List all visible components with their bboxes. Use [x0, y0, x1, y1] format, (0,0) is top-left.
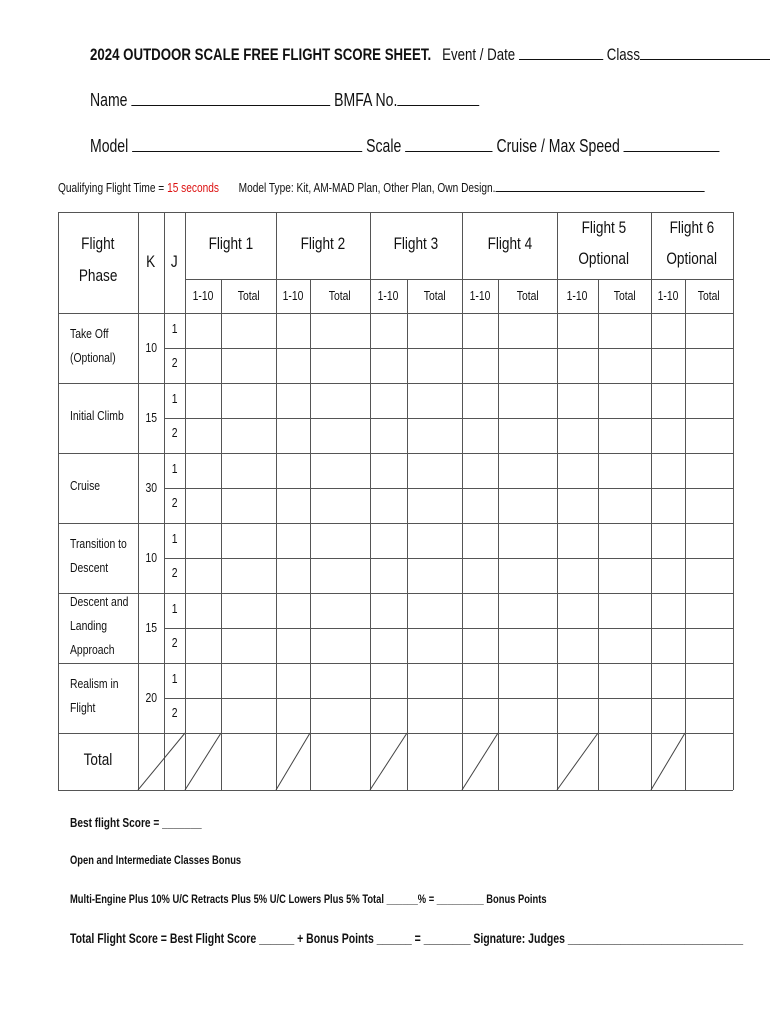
- phase-4-judge-1: 1: [171, 531, 178, 546]
- flight-2-title: Flight 2: [300, 234, 346, 253]
- flight-total-cell[interactable]: [222, 734, 275, 789]
- flight-4-title: Flight 4: [487, 234, 532, 253]
- model-type-text: Model Type: Kit, AM-MAD Plan, Other Plan, Own Design.: [238, 180, 496, 195]
- total-row-label: Total: [83, 750, 113, 769]
- flight-6-optional: Optional: [666, 249, 718, 268]
- flight-6-total-header: Total: [698, 288, 720, 303]
- table-bottom-border: [58, 790, 733, 791]
- phase-4-label1: Transition to: [70, 536, 127, 551]
- flight-5-title: Flight 5: [581, 218, 627, 237]
- bonus-line-row: [70, 892, 681, 906]
- phase-4-judge-2: 2: [171, 565, 178, 580]
- flight-3-score-header: 1-10: [378, 288, 399, 303]
- phase-5-label2: Landing: [70, 618, 108, 633]
- flight-1-title: Flight 1: [208, 234, 253, 253]
- flight-phase-header-1: Flight: [81, 234, 115, 253]
- phase-3-label1: Cruise: [70, 478, 101, 493]
- flight-6-score-header: 1-10: [657, 288, 679, 303]
- phase-3-judge-1: 1: [171, 461, 178, 476]
- name-label: Name: [90, 90, 128, 110]
- flight-total-cell[interactable]: [686, 734, 732, 789]
- flight-4-total-header: Total: [516, 288, 539, 303]
- j-header: J: [171, 252, 178, 271]
- total-diagonal-line: [138, 733, 185, 790]
- model-label: Model: [90, 136, 129, 156]
- flight-phase-header-2: Phase: [78, 266, 118, 285]
- best-score-text: Best flight Score = _______: [70, 815, 202, 830]
- flight-total-cell[interactable]: [499, 734, 556, 789]
- k-header: K: [146, 252, 156, 271]
- model-field[interactable]: [132, 133, 362, 152]
- flight-5-total-header: Total: [613, 288, 636, 303]
- model-type-field[interactable]: [495, 178, 704, 192]
- phase-5-label1: Descent and: [70, 594, 129, 609]
- total-diagonal-line: [557, 733, 598, 790]
- name-field[interactable]: [131, 87, 330, 106]
- phase-2-label1: Initial Climb: [70, 408, 124, 423]
- phase-3-k-value: 30: [145, 480, 157, 495]
- phase-6-label2: Flight: [70, 700, 96, 715]
- speed-field[interactable]: [624, 133, 720, 152]
- phase-4-k-value: 10: [145, 550, 157, 565]
- flight-5-score-header: 1-10: [567, 288, 588, 303]
- phase-5-k-value: 15: [145, 620, 157, 635]
- bonus-title-row: [70, 853, 289, 867]
- best-score-row: [70, 815, 239, 830]
- class-label: Class: [606, 45, 640, 64]
- flight-5-optional: Optional: [578, 249, 630, 268]
- bmfa-label: BMFA No.: [334, 90, 398, 110]
- bonus-title: Open and Intermediate Classes Bonus: [70, 853, 242, 867]
- qualifying-value: 15 seconds: [167, 180, 219, 195]
- phase-1-label1: Take Off: [70, 326, 109, 341]
- phase-2-k-value: 15: [145, 410, 157, 425]
- total-row-diagonals: [58, 212, 733, 790]
- flight-4-score-header: 1-10: [469, 288, 491, 303]
- phase-4-label2: Descent: [70, 560, 109, 575]
- flight-total-cell[interactable]: [408, 734, 461, 789]
- event-date-field[interactable]: [519, 42, 603, 60]
- phase-6-judge-2: 2: [171, 705, 178, 720]
- flight-2-score-header: 1-10: [282, 288, 304, 303]
- total-diagonal-line: [276, 733, 310, 790]
- flight-1-score-header: 1-10: [192, 288, 214, 303]
- phase-6-label1: Realism in: [70, 676, 119, 691]
- title-row: [90, 42, 770, 65]
- flight-1-total-header: Total: [237, 288, 260, 303]
- phase-1-k-value: 10: [145, 340, 157, 355]
- phase-5-label3: Approach: [70, 642, 115, 657]
- scale-label: Scale: [366, 136, 402, 156]
- phase-2-judge-2: 2: [171, 425, 178, 440]
- phase-1-judge-1: 1: [171, 321, 178, 336]
- scale-field[interactable]: [405, 133, 492, 152]
- phase-2-judge-1: 1: [171, 391, 178, 406]
- event-date-label: Event / Date: [442, 45, 516, 64]
- flight-6-title: Flight 6: [669, 218, 715, 237]
- flight-2-total-header: Total: [329, 288, 351, 303]
- bmfa-field[interactable]: [397, 87, 479, 106]
- total-diagonal-line: [651, 733, 685, 790]
- score-table: [58, 212, 733, 790]
- total-line-row: [70, 930, 770, 946]
- total-diagonal-line: [370, 733, 407, 790]
- class-field[interactable]: [640, 42, 770, 60]
- phase-6-judge-1: 1: [171, 671, 178, 686]
- speed-label: Cruise / Max Speed: [496, 136, 620, 156]
- phase-5-judge-1: 1: [171, 601, 178, 616]
- phase-3-judge-2: 2: [171, 495, 178, 510]
- phase-6-k-value: 20: [145, 690, 157, 705]
- flight-3-total-header: Total: [423, 288, 446, 303]
- qualifying-row: [58, 178, 770, 197]
- total-score-line: Total Flight Score = Best Flight Score ______ + Bonus Points ______ = ________ Signature: Judges ______________________________: [70, 930, 744, 946]
- phase-5-judge-2: 2: [171, 635, 178, 650]
- sheet-title: 2024 OUTDOOR SCALE FREE FLIGHT SCORE SHEET.: [90, 45, 432, 64]
- total-diagonal-line: [462, 733, 498, 790]
- qualifying-label: Qualifying Flight Time =: [58, 180, 165, 195]
- flight-total-cell[interactable]: [311, 734, 369, 789]
- name-row: [90, 87, 589, 111]
- bonus-line: Multi-Engine Plus 10% U/C Retracts Plus 5% U/C Lowers Plus 5% Total ______% = _________ Bonus Points: [70, 892, 547, 906]
- model-row: [90, 133, 770, 157]
- flight-3-title: Flight 3: [393, 234, 439, 253]
- flight-total-cell[interactable]: [599, 734, 650, 789]
- phase-1-label2: (Optional): [70, 350, 116, 365]
- table-right-border: [733, 212, 734, 790]
- total-diagonal-line: [185, 733, 221, 790]
- phase-1-judge-2: 2: [171, 355, 178, 370]
